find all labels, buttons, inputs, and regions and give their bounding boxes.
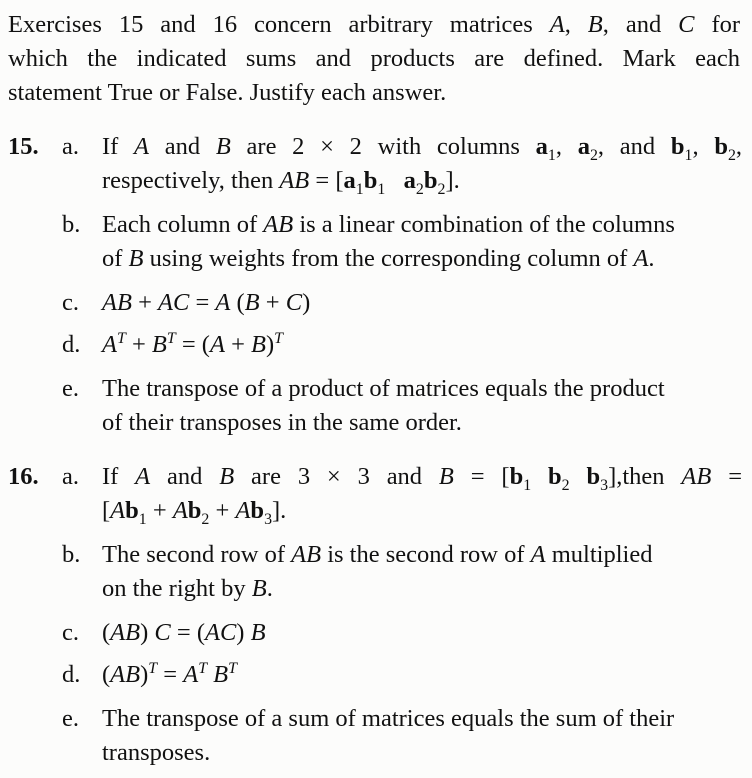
item-line: of their transposes in the same order. <box>102 409 462 436</box>
exercise-number: 16. <box>8 463 39 490</box>
item-line: The transpose of a sum of matrices equals the sum of their <box>102 705 675 732</box>
item-letter: e. <box>62 705 79 732</box>
item-letter: b. <box>62 541 81 568</box>
exercise-number: 15. <box>8 133 39 160</box>
item-text <box>102 538 742 606</box>
item-letter: d. <box>62 331 81 358</box>
item-text: If A and B are 2 × 2 with columns $a_1$, $a_2$, and $b_1$, $b_2$, respectively, then AB = [$a_1b_1$ $a_2b_2$]. <box>102 133 743 198</box>
item-line: of B using weights from the corresponding column of A. <box>102 245 655 272</box>
item-text: If A and B are 3 × 3 and $B = [b_1$ $b_2$ $b_3],then$ AB = $[Ab_1 + Ab_2 + Ab_3]$. <box>102 463 743 528</box>
item-line: The second row of AB is the second row of A multiplied <box>102 541 653 568</box>
item-letter: d. <box>62 661 81 688</box>
item-equation: AB + AC = A (B + C) <box>102 289 311 316</box>
item-equation: (AB) C = (AC) B <box>102 619 266 646</box>
item-equation: $A^T + B^T = (A + B)^T$ <box>102 329 284 358</box>
item-letter: c. <box>62 619 79 646</box>
item-letter: a. <box>62 463 79 490</box>
item-line: The transpose of a product of matrices equals the product <box>102 375 665 402</box>
item-letter: a. <box>62 133 79 160</box>
item-text <box>102 702 742 770</box>
item-letter: e. <box>62 375 79 402</box>
item-line: transposes. <box>102 739 211 766</box>
item-text <box>102 372 742 440</box>
item-text <box>102 208 742 276</box>
item-letter: b. <box>62 211 81 238</box>
item-letter: c. <box>62 289 79 316</box>
item-equation: $(AB)^T = A^T$ $B^T$ <box>102 659 237 688</box>
item-line: on the right by B. <box>102 575 273 602</box>
intro-paragraph: Exercises 15 and 16 concern arbitrary matrices A, B, and C for which the indicated sums and products are defined. Mark each statement True or False. Justify each answer. <box>8 11 741 106</box>
item-line: Each column of AB is a linear combination of the columns <box>102 211 675 238</box>
